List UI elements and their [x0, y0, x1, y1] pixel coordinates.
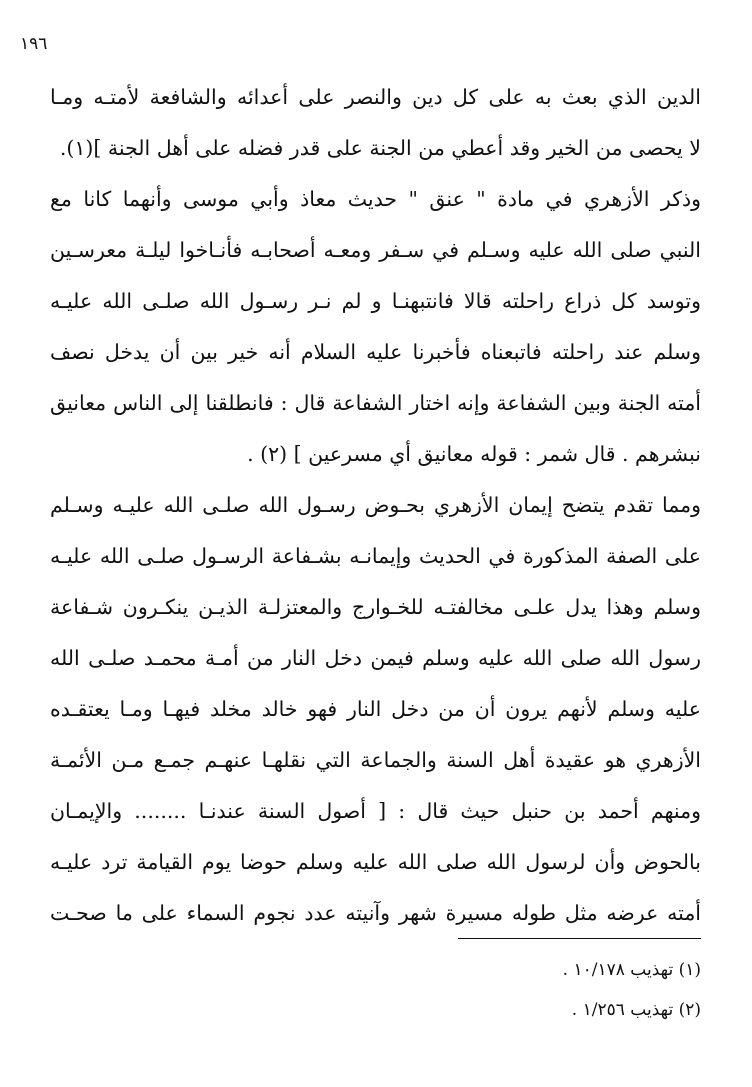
footnote: (١) تهذيب ١٠/١٧٨ .: [562, 960, 701, 980]
text-line: الدين الذي بعث به على كل دين والنصر على أعدائه والشافعة لأمتـه ومـا: [50, 85, 701, 109]
body-text: [50, 72, 701, 939]
text-line: عليه وسلم لأنهم يرون أن من دخل النار فهو خالد مخلد فيهـا ومـا يعتقـده: [50, 697, 701, 721]
text-line: أمته عرضه مثل طوله مسيرة شهر وآنيته عدد نجوم السماء على ما صحـت: [50, 901, 701, 925]
text-line: بالحوض وأن لرسول الله صلى الله عليه وسلم حوضا يوم القيامة ترد عليـه: [50, 850, 701, 874]
footnotes: [400, 950, 701, 1030]
text-line: وتوسد كل ذراع راحلته قالا فانتبهنـا و لم نـر رسـول الله صلـى الله عليـه: [50, 289, 701, 313]
text-line: على الصفة المذكورة في الحديث وإيمانـه بشـفاعة الرسـول صلـى الله عليـه: [50, 544, 701, 568]
text-line: الأزهري هو عقيدة أهل السنة والجماعة التي نقلهـا عنهـم جمـع مـن الأئمـة: [50, 748, 701, 772]
text-line: رسول الله صلى الله عليه وسلم فيمن دخل النار من أمـة محمـد صلـى الله: [50, 646, 701, 670]
text-line: ومنهم أحمد بن حنبل حيث قال : [ أصول السنة عندنـا ........ والإيمـان: [50, 799, 701, 823]
text-line: وسلم عند راحلته فاتبعناه فأخبرنا عليه السلام أنه خير بين أن يدخل نصف: [50, 340, 701, 364]
text-line: وذكر الأزهري في مادة " عنق " حديث معاذ وأبي موسى وأنهما كانا مع: [50, 187, 701, 211]
text-line: النبي صلى الله عليه وسـلم في سـفر ومعـه أصحابـه فأنـاخوا ليلـة معرسـين: [50, 238, 701, 262]
text-line: لا يحصى من الخير وقد أعطي من الجنة على قدر فضله على أهل الجنة ](١).: [59, 136, 701, 160]
text-line: وسلم وهذا يدل علـى مخالفتـه للخـوارج والمعتزلـة الذيـن ينكـرون شـفاعة: [50, 595, 701, 619]
text-line: نبشرهم . قال شمر : قوله معانيق أي مسرعين ] (٢) .: [247, 442, 701, 466]
text-line: أمته الجنة وبين الشفاعة وإنه اختار الشفاعة قال : فانطلقنا إلى الناس معانيق: [50, 391, 701, 415]
page-number: ١٩٦: [20, 34, 48, 54]
footnote: (٢) تهذيب ١/٢٥٦ .: [571, 1000, 701, 1020]
text-line: ومما تقدم يتضح إيمان الأزهري بحـوض رسـول الله صلـى الله عليـه وسـلم: [50, 493, 701, 517]
footnote-separator: [458, 938, 701, 939]
